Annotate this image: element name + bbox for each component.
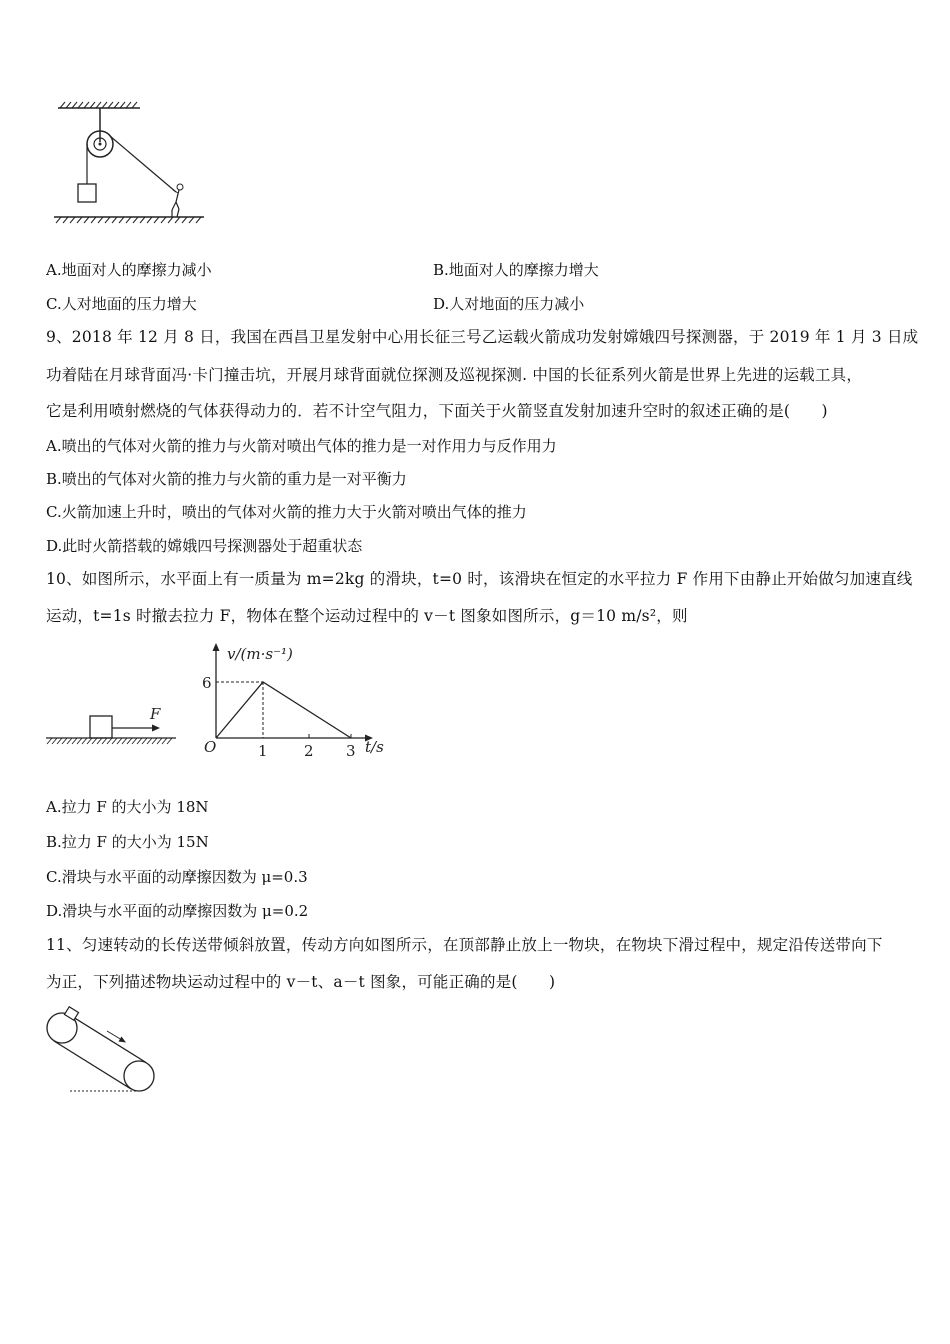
q8-option-d: D.人对地面的压力减小 [433,295,585,313]
pulley-figure [50,96,210,230]
vt-graph-ytick-6: 6 [202,674,212,692]
q8-option-c: C.人对地面的压力增大 [46,295,197,313]
q10-option-c: C.滑块与水平面的动摩擦因数为 μ=0.3 [46,868,308,886]
q9-stem-line-3: 它是利用喷射燃烧的气体获得动力的．若不计空气阻力，下面关于火箭竖直发射加速升空时的叙述正确的是( ) [46,402,828,420]
vt-graph-origin: O [204,738,217,756]
q8-option-a: A.地面对人的摩擦力减小 [46,261,212,279]
conveyor-figure [40,1006,164,1096]
q10-stem-line-1: 10、如图所示，水平面上有一质量为 m=2kg 的滑块，t=0 时，该滑块在恒定的水平拉力 F 作用下由静止开始做匀加速直线 [46,570,913,588]
q11-stem-line-1: 11、匀速转动的长传送带倾斜放置，传动方向如图所示，在顶部静止放上一物块，在物块下滑过程中，规定沿传送带向下 [46,936,883,954]
q9-option-a: A.喷出的气体对火箭的推力与火箭对喷出气体的推力是一对作用力与反作用力 [46,437,557,455]
vt-graph [196,640,396,762]
block-force-figure [44,700,184,750]
q8-option-b: B.地面对人的摩擦力增大 [433,261,599,279]
q9-option-d: D.此时火箭搭载的嫦娥四号探测器处于超重状态 [46,537,363,555]
q11-stem-line-2: 为正，下列描述物块运动过程中的 v－t、a－t 图象，可能正确的是( ) [46,973,556,991]
q10-option-a: A.拉力 F 的大小为 18N [46,798,209,816]
q9-option-c: C.火箭加速上升时，喷出的气体对火箭的推力大于火箭对喷出气体的推力 [46,503,527,521]
force-label: F [150,705,161,723]
q9-option-b: B.喷出的气体对火箭的推力与火箭的重力是一对平衡力 [46,470,407,488]
q9-stem-line-1: 9、2018 年 12 月 8 日，我国在西昌卫星发射中心用长征三号乙运载火箭成功发射嫦娥四号探测器，于 2019 年 1 月 3 日成 [46,328,919,346]
vt-graph-ylabel: v/(m·s⁻¹) [227,645,293,663]
q10-option-b: B.拉力 F 的大小为 15N [46,833,209,851]
vt-graph-xtick-3: 3 [346,742,356,760]
vt-graph-xtick-1: 1 [258,742,268,760]
vt-graph-xtick-2: 2 [304,742,314,760]
q10-option-d: D.滑块与水平面的动摩擦因数为 μ=0.2 [46,902,309,920]
vt-graph-xlabel: t/s [365,738,384,756]
q9-stem-line-2: 功着陆在月球背面冯·卡门撞击坑，开展月球背面就位探测及巡视探测. 中国的长征系列火箭是世界上先进的运载工具， [46,366,863,384]
q10-stem-line-2: 运动，t=1s 时撤去拉力 F，物体在整个运动过程中的 v－t 图象如图所示，g＝10 m/s²，则 [46,607,688,625]
